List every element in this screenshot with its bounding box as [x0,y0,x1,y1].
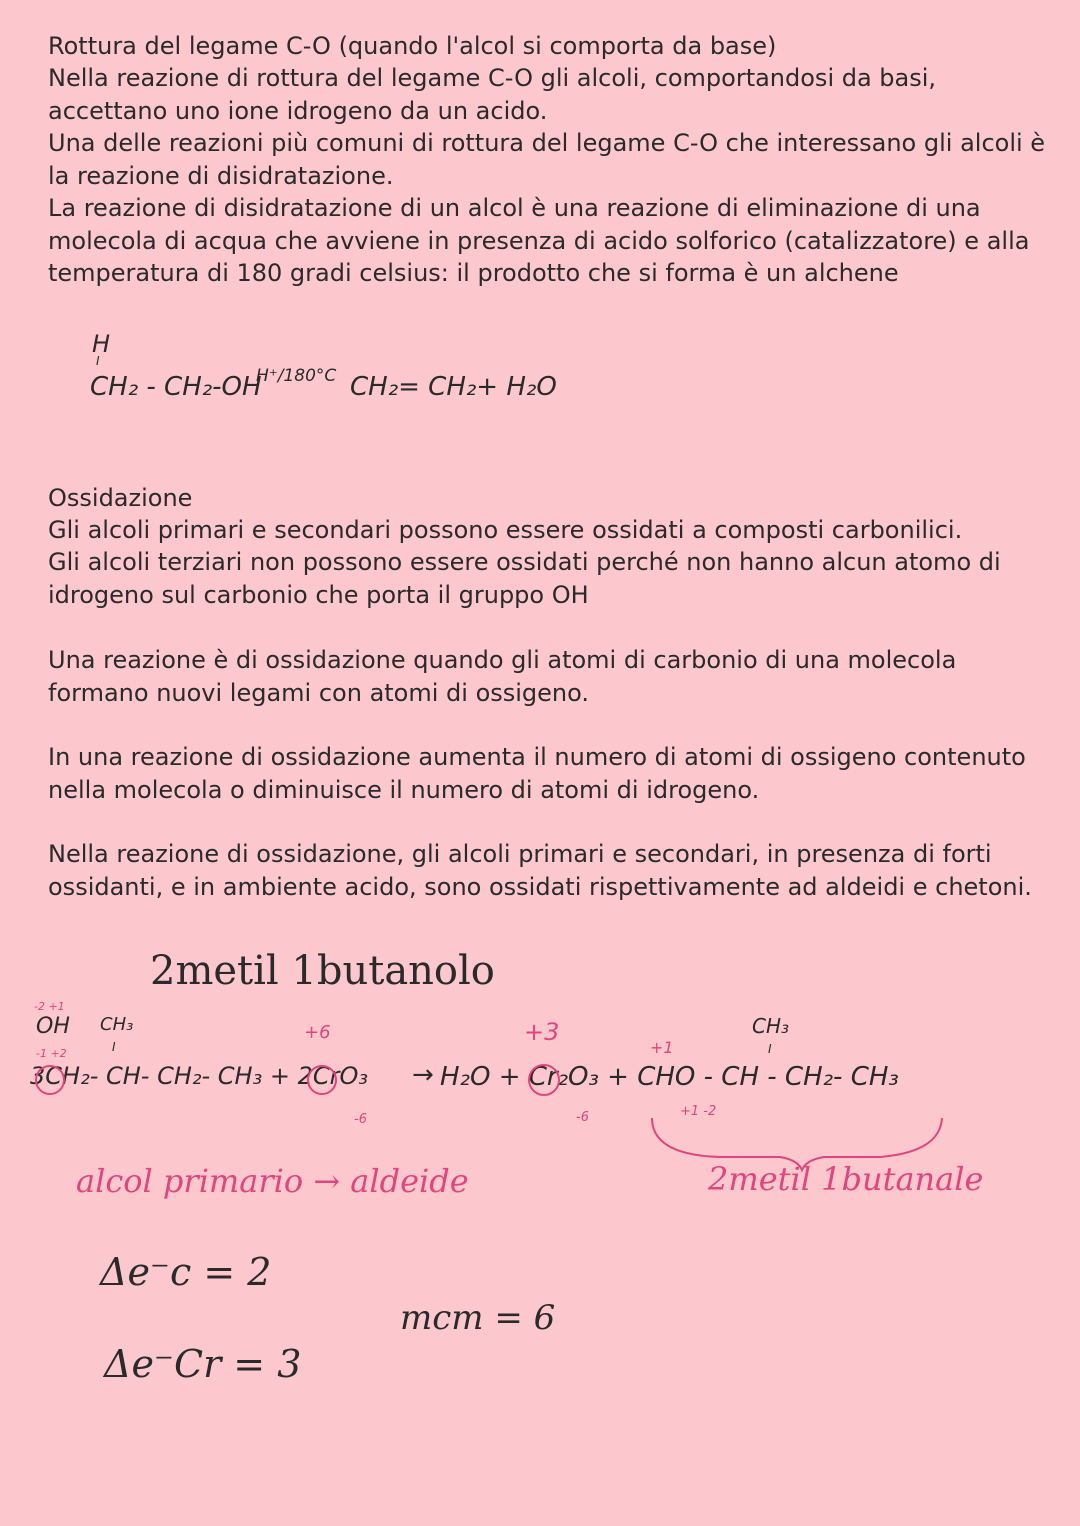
paragraph-ossidazione-1: Gli alcoli primari e secondari possono essere ossidati a composti carbonilici. [48,516,963,544]
label-product-name: 2metil 1butanale [708,1160,984,1198]
reaction1-bond-tick: I [96,354,100,368]
ox-number-o-reactant: -6 [354,1112,367,1127]
ox-number-c-product-top: +1 [650,1038,674,1057]
ox-number-cr-product: +3 [524,1018,560,1046]
handwritten-title: 2metil 1butanolo [150,948,495,994]
equation-arrow: → [412,1060,434,1090]
circle-mark-cr-reactant [308,1066,336,1094]
reaction1-conditions: H⁺/180°C [256,366,337,386]
oh-label: OH [36,1014,70,1039]
ox-number-c-product-bottom: +1 -2 [680,1104,717,1119]
paragraph-ossidazione-3: Una reazione è di ossidazione quando gli atomi di carbonio di una molecola formano nuovi legami con atomi di ossigeno. [48,646,957,707]
ch3-left: CH₃ [100,1014,134,1035]
circle-mark-cr-product [529,1065,559,1095]
paragraph-rottura-2: Una delle reazioni più comuni di rottura del legame C-O che interessano gli alcoli è la reazione di disidratazione. [48,129,1046,190]
ox-number-o-top: -2 +1 [34,1000,65,1013]
reaction1-reactant: CH₂ - CH₂-OH [90,372,262,402]
ch3-right: CH₃ [752,1014,790,1038]
tick-left: I [112,1040,116,1054]
paragraph-ossidazione-4: In una reazione di ossidazione aumenta il numero di atomi di ossigeno contenuto nella molecola o diminuisce il numero di atomi di idrogeno. [48,743,1026,804]
ox-number-c-left: -1 +2 [36,1047,67,1060]
reaction1-h-above: H [92,330,111,358]
mcm-value: mcm = 6 [400,1298,556,1338]
equation-right: H₂O + Cr₂O₃ + CHO - CH - CH₂- CH₃ [440,1062,899,1092]
delta-electrons-chromium: Δe⁻Cr = 3 [104,1342,302,1386]
ox-number-cr-reactant: +6 [304,1022,331,1043]
section-title-ossidazione: Ossidazione [48,484,193,512]
paragraph-ossidazione-5: Nella reazione di ossidazione, gli alcoli primari e secondari, in presenza di forti ossidanti, e in ambiente acido, sono ossidati rispettivamente ad aldeidi e chetoni. [48,840,1032,901]
ox-number-o-product: -6 [576,1110,589,1125]
paragraph-rottura-1: Nella reazione di rottura del legame C-O gli alcoli, comportandosi da basi, accettano uno ione idrogeno da un acido. [48,64,937,125]
reaction1-products: CH₂= CH₂+ H₂O [350,372,557,402]
paragraph-rottura-3: La reazione di disidratazione di un alcol è una reazione di eliminazione di una molecola di acqua che avviene in presenza di acido solforico (catalizzatore) e alla temperatura di 180 gradi celsius: il prodotto che si forma è un alchene [48,194,1030,287]
equation-left: 3CH₂- CH- CH₂- CH₃ + 2CrO₃ [30,1062,368,1090]
paragraph-ossidazione-2: Gli alcoli terziari non possono essere ossidati perché non hanno alcun atomo di idrogeno sul carbonio che porta il gruppo OH [48,548,1001,609]
label-primary-to-aldehyde: alcol primario → aldeide [76,1162,469,1200]
circle-mark-carbon [36,1066,64,1094]
delta-electrons-carbon: Δe⁻c = 2 [100,1250,272,1294]
section-title-rottura: Rottura del legame C-O (quando l'alcol si comporta da base) [48,32,777,60]
tick-right: I [768,1042,772,1056]
